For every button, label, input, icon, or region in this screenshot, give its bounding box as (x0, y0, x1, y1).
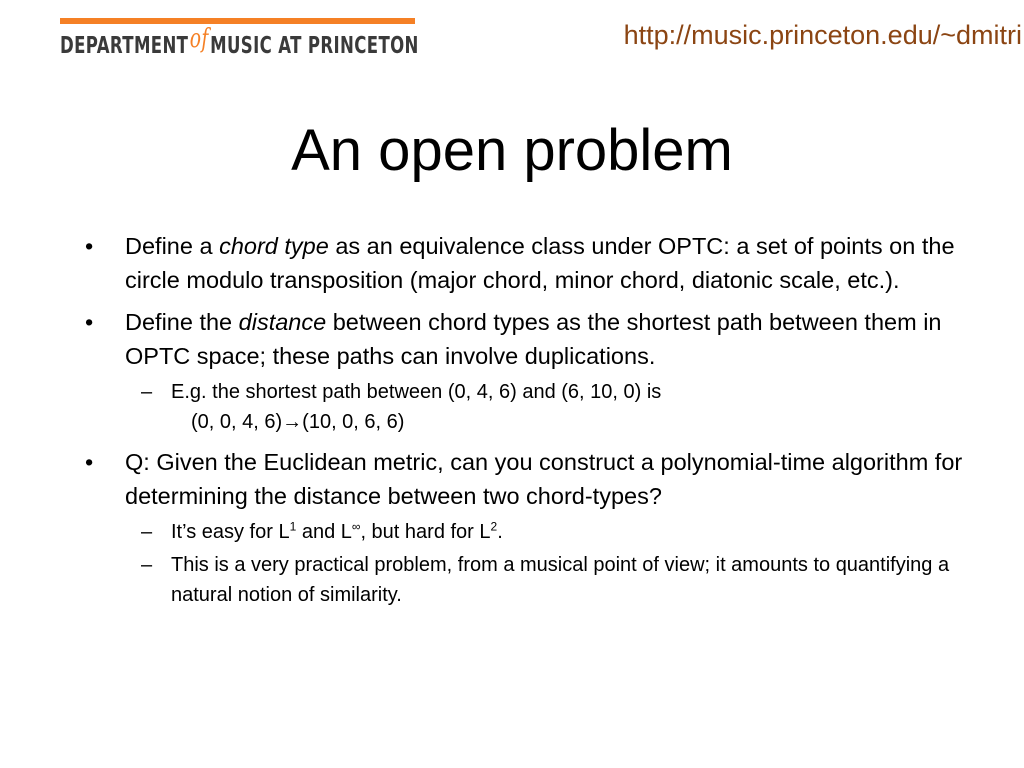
slide-title: An open problem (291, 118, 733, 183)
bullet-glyph: • (85, 233, 94, 259)
bullet-emphasis: distance (238, 309, 327, 335)
sub-bullet-text: It’s easy for L (171, 521, 290, 543)
bullet-emphasis: chord type (219, 233, 329, 259)
logo-prefix: DEPARTMENT (60, 33, 189, 59)
sub-bullet-item (125, 550, 975, 610)
logo-suffix: MUSIC AT PRINCETON (210, 33, 419, 59)
bullet-glyph: • (85, 449, 94, 475)
bullet-text: Define a (125, 233, 220, 259)
bullet-list (85, 229, 975, 610)
dash-glyph: – (141, 521, 153, 543)
sub-bullet-list (125, 377, 975, 437)
bullet-text: as an equivalence class under OPTC: a set of points on the circle modulo transposition (major chord, minor chord, diatonic scale, etc.). (125, 233, 955, 293)
sub-bullet-text: E.g. the shortest path between (0, 4, 6) and (6, 10, 0) is (171, 381, 662, 403)
bullet-glyph: • (85, 309, 94, 335)
sub-bullet-text: and L (296, 521, 352, 543)
sub-bullet-item (125, 517, 975, 547)
department-logo (60, 18, 419, 78)
sub-bullet-text: , but hard for L (360, 521, 491, 543)
header-url: http://music.princeton.edu/~dmitri (623, 20, 1022, 50)
bullet-item (85, 445, 975, 610)
sub-bullet-text: This is a very practical problem, from a musical point of view; it amounts to quantifying a natural notion of similarity. (171, 554, 950, 606)
path-end: (10, 0, 6, 6) (302, 411, 405, 433)
logo-wordmark (60, 24, 419, 60)
dash-glyph: – (141, 554, 153, 576)
bullet-item (85, 229, 975, 297)
sub-bullet-text: . (497, 521, 503, 543)
dash-glyph: – (141, 381, 153, 403)
logo-of: of (189, 24, 209, 54)
logo-accent-bar (60, 18, 415, 24)
superscript: 2 (490, 519, 498, 534)
bullet-item (85, 305, 975, 437)
superscript: ∞ (351, 519, 361, 534)
path-start: (0, 0, 4, 6) (191, 411, 283, 433)
slide-body (85, 229, 975, 618)
bullet-text: between chord types as the shortest path between them in OPTC space; these paths can involve duplications. (125, 309, 942, 369)
bullet-text: Q: Given the Euclidean metric, can you construct a polynomial-time algorithm for determining the distance between two chord-types? (125, 449, 963, 509)
path-expression (171, 411, 404, 433)
right-arrow-icon: → (282, 411, 303, 433)
sub-bullet-list (125, 517, 975, 610)
bullet-text: Define the (125, 309, 239, 335)
sub-bullet-item (125, 377, 975, 437)
superscript: 1 (289, 519, 297, 534)
